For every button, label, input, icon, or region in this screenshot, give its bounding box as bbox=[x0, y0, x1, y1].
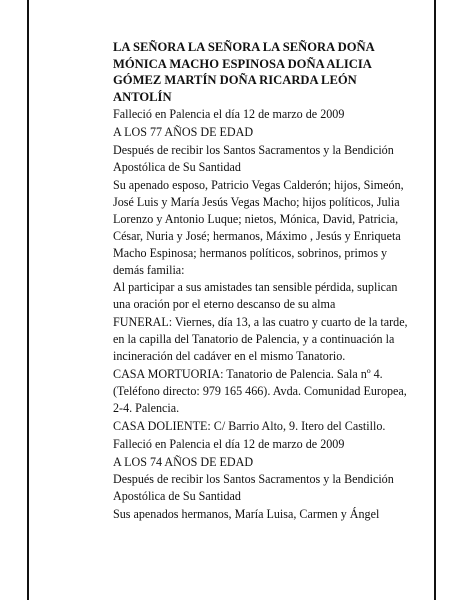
funeral-home-paragraph: CASA MORTUORIA: Tanatorio de Palencia. Sala nº 4. (Teléfono directo: 979 165 466). Avda. Comunidad Europea, 2-4. Palencia. bbox=[113, 366, 407, 415]
age-line: A LOS 77 AÑOS DE EDAD bbox=[113, 125, 254, 140]
sacraments-line: Después de recibir los Santos Sacramentos y la Bendición Apostólica de Su Santidad bbox=[113, 143, 394, 175]
notice-heading: LA SEÑORA LA SEÑORA LA SEÑORA DOÑA MÓNICA MACHO ESPINOSA DOÑA ALICIA GÓMEZ MARTÍN DOÑA RICARDA LEÓN ANTOLÍN bbox=[113, 40, 375, 104]
sacraments-line-2: Después de recibir los Santos Sacramentos y la Bendición Apostólica de Su Santidad bbox=[113, 472, 394, 504]
age-line-2: A LOS 74 AÑOS DE EDAD bbox=[113, 454, 254, 469]
obituary-notice bbox=[113, 39, 413, 524]
funeral-paragraph: FUNERAL: Viernes, día 13, a las cuatro y cuarto de la tarde, en la capilla del Tanatorio de Palencia, y a continuación la incineración del cadáver en el mismo Tanatorio. bbox=[113, 315, 408, 364]
prayer-request-paragraph: Al participar a sus amistades tan sensible pérdida, suplican una oración por el eterno descanso de su alma bbox=[113, 280, 398, 312]
left-border-line bbox=[27, 0, 29, 600]
death-date-line-2: Falleció en Palencia el día 12 de marzo de 2009 bbox=[113, 436, 345, 451]
siblings-line: Sus apenados hermanos, María Luisa, Carmen y Ángel bbox=[113, 507, 380, 522]
right-border-line bbox=[434, 0, 436, 600]
family-paragraph: Su apenado esposo, Patricio Vegas Calderón; hijos, Simeón, José Luis y María Jesús Vegas Macho; hijos políticos, Julia Lorenzo y Antonio Luque; nietos, Mónica, David, Patricia, César, Nuria y José; hermanos, Máximo , Jesús y Enriqueta Macho Espinosa; hermanos políticos, sobrinos, primos y demás familia: bbox=[113, 178, 404, 277]
death-date-line: Falleció en Palencia el día 12 de marzo de 2009 bbox=[113, 107, 345, 122]
mourning-home-paragraph: CASA DOLIENTE: C/ Barrio Alto, 9. Itero del Castillo. bbox=[113, 418, 386, 433]
